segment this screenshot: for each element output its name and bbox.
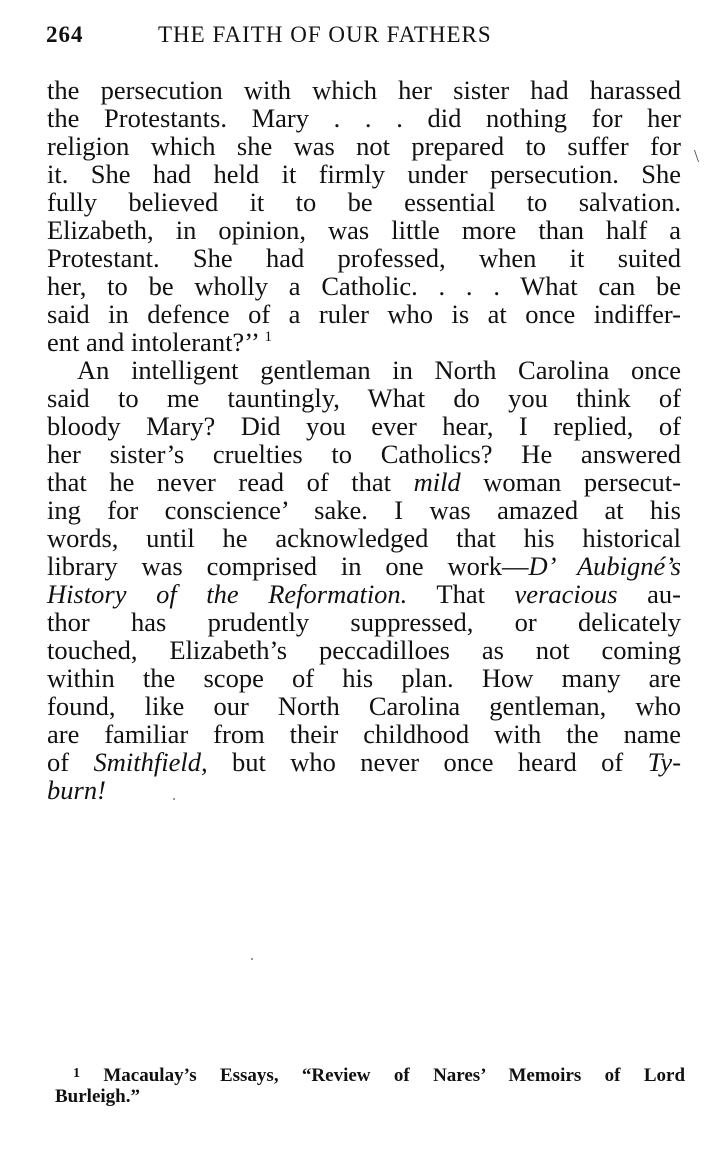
italic-text: veracious xyxy=(514,579,618,609)
text-run: that he never read of that xyxy=(47,467,414,497)
text-line xyxy=(47,328,681,356)
footnote-reference: 1 xyxy=(264,329,273,345)
page-number: 264 xyxy=(46,22,84,47)
text-line xyxy=(47,748,681,776)
text-line: said in defence of a ruler who is at once indiffer- xyxy=(47,299,681,329)
text-run: woman persecut- xyxy=(460,467,681,497)
text-run: au- xyxy=(617,579,681,609)
text-line: ing for conscience’ sake. I was amazed at his xyxy=(47,495,681,525)
margin-mark: \ xyxy=(694,146,700,166)
italic-text: Ty- xyxy=(647,747,682,777)
text-line: Protestant. She had professed, when it suited xyxy=(47,243,681,273)
italic-text: D’ Aubigné’s xyxy=(528,551,681,581)
text-run: library was comprised in one work— xyxy=(47,551,529,581)
text-line: her, to be wholly a Catholic. . . . What can be xyxy=(47,271,681,301)
text-line: religion which she was not prepared to suffer for xyxy=(47,131,681,161)
text-line: said to me tauntingly, What do you think of xyxy=(47,383,681,413)
scan-speck xyxy=(173,798,175,800)
text-line: the persecution with which her sister had harassed xyxy=(47,75,681,105)
italic-text: Smithfield, xyxy=(93,747,208,777)
text-run: That xyxy=(407,579,515,609)
text-line xyxy=(47,468,681,496)
text-line: An intelligent gentleman in North Carolina once xyxy=(77,355,681,385)
text-line xyxy=(47,776,681,804)
text-line: within the scope of his plan. How many are xyxy=(47,663,681,693)
text-line: words, until he acknowledged that his historical xyxy=(47,523,681,553)
footnote-mark: 1 xyxy=(73,1066,80,1081)
paragraph-1 xyxy=(47,76,681,356)
quote-end-text: ent and intolerant?’’ xyxy=(47,327,258,357)
page-header xyxy=(46,22,686,54)
text-run: of xyxy=(47,747,94,777)
footnote xyxy=(55,1065,685,1107)
footnote-text: Macaulay’s Essays, “Review of Nares’ Memoirs of Lord xyxy=(103,1065,686,1086)
text-line: her sister’s cruelties to Catholics? He answered xyxy=(47,439,681,469)
text-line xyxy=(47,580,681,608)
text-line: it. She had held it firmly under persecution. She xyxy=(47,159,681,189)
text-line: thor has prudently suppressed, or delicately xyxy=(47,607,681,637)
footnote-line xyxy=(55,1065,685,1086)
italic-text: History of the Reformation. xyxy=(47,579,408,609)
italic-text: burn! xyxy=(47,775,106,805)
text-line: touched, Elizabeth’s peccadilloes as not coming xyxy=(47,635,681,665)
text-run: but who never once heard of xyxy=(207,747,648,777)
body-text xyxy=(47,76,681,804)
footnote-line: Burleigh.” xyxy=(55,1086,140,1107)
text-line: found, like our North Carolina gentleman, who xyxy=(47,691,681,721)
paragraph-2 xyxy=(47,356,681,804)
text-line: the Protestants. Mary . . . did nothing for her xyxy=(47,103,681,133)
text-line: Elizabeth, in opinion, was little more than half a xyxy=(47,215,681,245)
text-line xyxy=(47,552,681,580)
italic-text: mild xyxy=(413,467,461,497)
running-head: THE FAITH OF OUR FATHERS xyxy=(158,22,492,47)
text-line: bloody Mary? Did you ever hear, I replied, of xyxy=(47,411,681,441)
text-line: fully believed it to be essential to salvation. xyxy=(47,187,681,217)
scan-speck xyxy=(251,958,253,960)
text-line: are familiar from their childhood with the name xyxy=(47,719,681,749)
